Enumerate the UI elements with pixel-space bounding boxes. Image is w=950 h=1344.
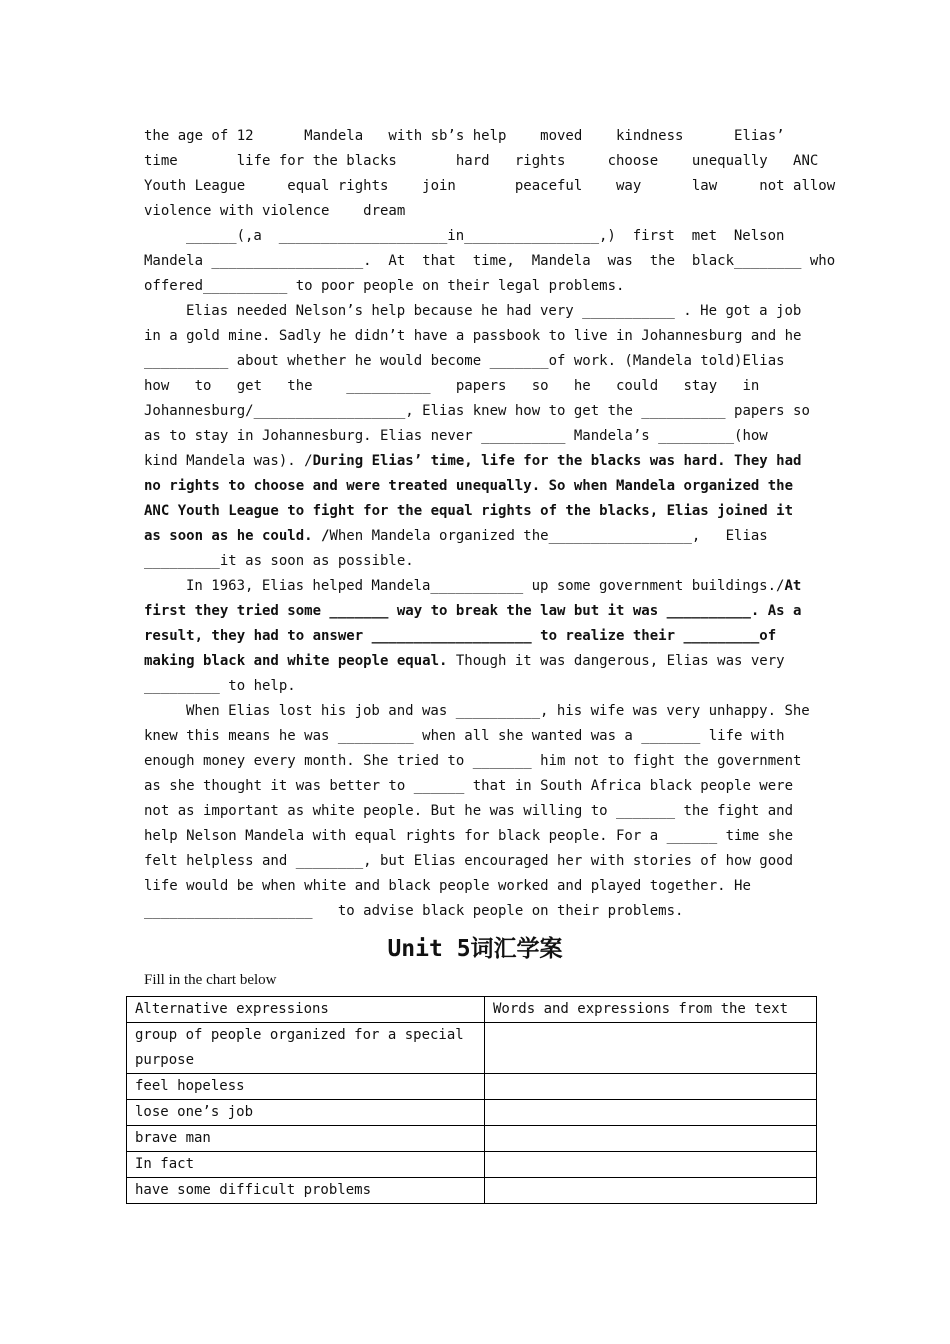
passage-bold-fragment: as soon as he could. /	[144, 528, 330, 544]
passage-bold-fragment: During Elias’ time, life for the blacks was hard. They had	[312, 453, 802, 469]
passage-bold-fragment: At	[784, 578, 802, 594]
word-bank	[144, 124, 836, 224]
expression-cell: have some difficult problems	[127, 1178, 485, 1204]
passage-fragment: In 1963, Elias helped Mandela___________ up some government buildings./	[186, 578, 785, 594]
expression-cell: lose one’s job	[127, 1100, 485, 1126]
passage-line	[144, 524, 806, 549]
passage-line: as she thought it was better to ______ that in South Africa black people were	[144, 778, 794, 794]
table-header-cell: Words and expressions from the text	[485, 997, 817, 1023]
cloze-passage	[144, 224, 836, 924]
table-row	[127, 1100, 817, 1126]
passage-fragment: Johannesburg/	[144, 403, 254, 419]
passage-fragment: kind Mandela was). /	[144, 453, 313, 469]
passage-bold-fragment: first they tried some _______ way to break the law but it was __________. As a	[144, 603, 802, 619]
answer-cell[interactable]	[485, 1178, 817, 1204]
answer-cell[interactable]	[485, 1152, 817, 1178]
passage-line	[144, 599, 806, 624]
passage-line: ______(,a ____________________in________________,) first met Nelson	[186, 228, 785, 244]
passage-line: _________it as soon as possible.	[144, 553, 414, 569]
word-bank-line: Youth League equal rights join peaceful way law not allow	[144, 178, 836, 194]
table-row	[127, 1152, 817, 1178]
chart-instruction: Fill in the chart below	[144, 972, 277, 988]
table-row	[127, 1074, 817, 1100]
passage-line: felt helpless and ________, but Elias encouraged her with stories of how good	[144, 853, 794, 869]
passage-line: enough money every month. She tried to _______ him not to fight the government	[144, 753, 802, 769]
answer-cell[interactable]	[485, 1074, 817, 1100]
passage-line: Elias needed Nelson’s help because he had very ___________ . He got a job	[186, 303, 802, 319]
table-row	[127, 1023, 817, 1074]
passage-line	[144, 449, 806, 474]
expression-cell: In fact	[127, 1152, 485, 1178]
vocabulary-table	[126, 996, 817, 1204]
expression-cell: feel hopeless	[127, 1074, 485, 1100]
table-header-row	[127, 997, 817, 1023]
passage-bold-fragment: ANC Youth League to fight for the equal rights of the blacks, Elias joined it	[144, 503, 794, 519]
answer-cell[interactable]	[485, 1126, 817, 1152]
passage-line: in a gold mine. Sadly he didn’t have a passbook to live in Johannesburg and he	[144, 328, 802, 344]
passage-fragment: __________________, Elias knew how to get the __________ papers so	[253, 403, 810, 419]
passage-line	[144, 649, 806, 674]
passage-line: ____________________ to advise black people on their problems.	[144, 903, 684, 919]
answer-cell[interactable]	[485, 1023, 817, 1074]
passage-bold-fragment: making black and white people equal.	[144, 653, 448, 669]
word-bank-line: violence with violence dream	[144, 203, 406, 219]
word-bank-line: the age of 12 Mandela with sb’s help moved kindness Elias’	[144, 128, 785, 144]
passage-line: __________ about whether he would become _______of work. (Mandela told)Elias	[144, 353, 785, 369]
passage-line: not as important as white people. But he was willing to _______ the fight and	[144, 803, 794, 819]
passage-line	[144, 624, 806, 649]
passage-line: as to stay in Johannesburg. Elias never __________ Mandela’s _________(how	[144, 428, 768, 444]
passage-bold-fragment: result, they had to answer ___________________ to realize their _________of	[144, 628, 777, 644]
passage-line: how to get the __________ papers so he could stay in	[144, 378, 760, 394]
answer-cell[interactable]	[485, 1100, 817, 1126]
passage-line	[144, 574, 806, 599]
passage-line	[144, 474, 806, 499]
passage-fragment: When Mandela organized the_________________, Elias	[329, 528, 768, 544]
table-row	[127, 1178, 817, 1204]
word-bank-line: time life for the blacks hard rights choose unequally ANC	[144, 153, 819, 169]
passage-line	[144, 399, 810, 424]
passage-line: When Elias lost his job and was __________, his wife was very unhappy. She	[186, 703, 810, 719]
unit-title: Unit 5词汇学案	[387, 936, 563, 962]
table-row	[127, 1126, 817, 1152]
table-header-cell: Alternative expressions	[127, 997, 485, 1023]
passage-fragment: Though it was dangerous, Elias was very	[447, 653, 785, 669]
passage-line: life would be when white and black people worked and played together. He	[144, 878, 751, 894]
passage-bold-fragment: no rights to choose and were treated unequally. So when Mandela organized the	[144, 478, 794, 494]
passage-line: offered__________ to poor people on their legal problems.	[144, 278, 625, 294]
passage-line: knew this means he was _________ when all she wanted was a _______ life with	[144, 728, 785, 744]
passage-line: _________ to help.	[144, 678, 296, 694]
passage-line	[144, 499, 806, 524]
passage-line: help Nelson Mandela with equal rights for black people. For a ______ time she	[144, 828, 794, 844]
expression-cell: brave man	[127, 1126, 485, 1152]
passage-line: Mandela __________________. At that time, Mandela was the black________ who	[144, 253, 836, 269]
expression-cell: group of people organized for a special purpose	[127, 1023, 485, 1074]
